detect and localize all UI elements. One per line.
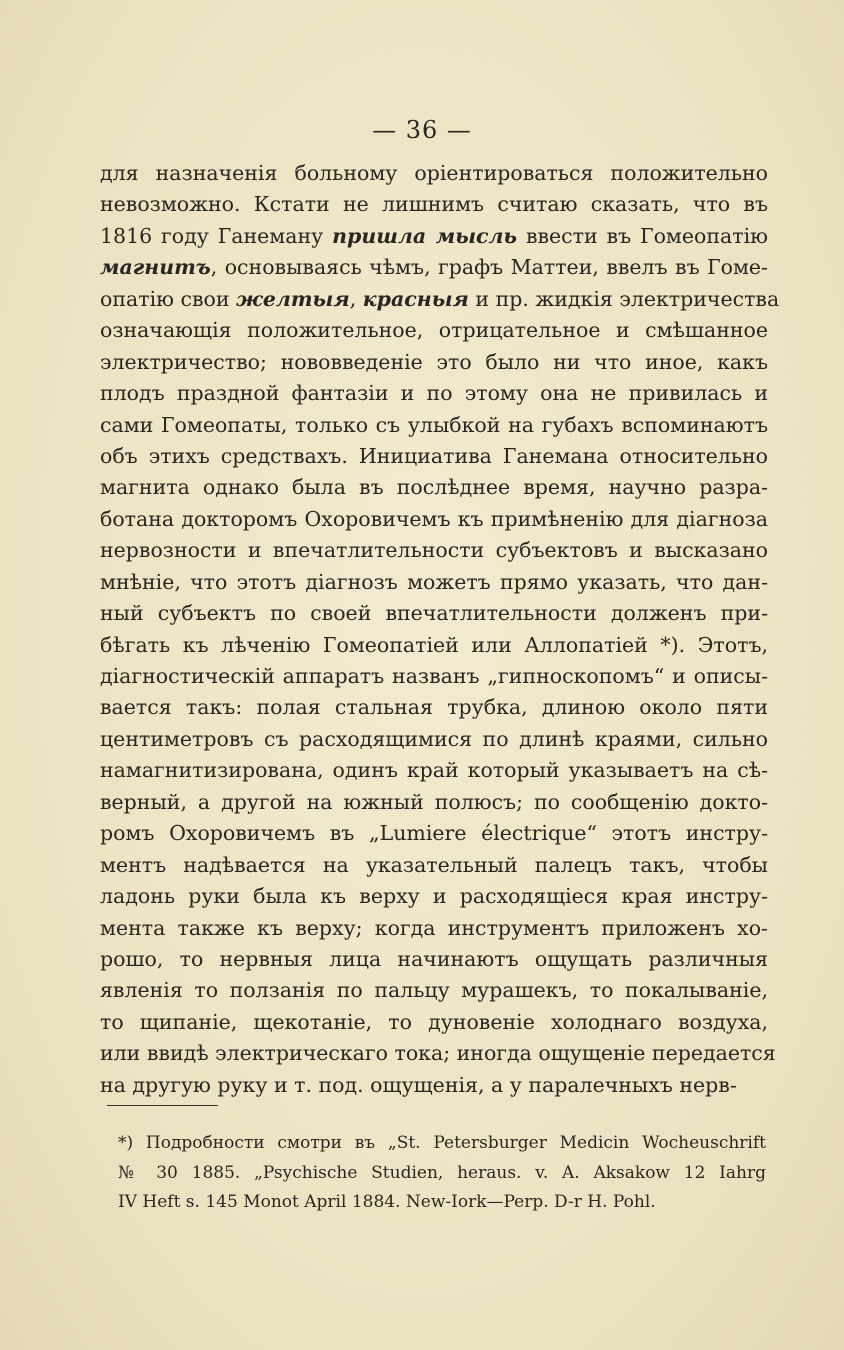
- text-line: означающія положительное, отрицательное и смѣшанное: [100, 318, 768, 343]
- text-line: [100, 221, 768, 252]
- footnote-line: *) Подробности смотри въ „St. Petersburger Medicin Wocheuschrift: [118, 1133, 766, 1153]
- text-line: объ этихъ средствахъ. Инициатива Ганемана относительно: [100, 443, 768, 468]
- text-line: то щипаніе, щекотаніе, то дуновеніе холоднаго воздуха,: [100, 1009, 768, 1034]
- page-number: — 36 —: [372, 116, 472, 144]
- footnote: [118, 1129, 766, 1218]
- emphasis: магнитъ: [100, 255, 211, 280]
- text-line: ный субъектъ по своей впечатлительности долженъ при-: [100, 601, 768, 626]
- text-line: электричество; нововведеніе это было ни что иное, какъ: [100, 349, 768, 374]
- text-fragment: ,: [349, 286, 363, 311]
- footnote-divider: [107, 1105, 218, 1106]
- text-line: для назначенія больному оріентироваться положительно: [100, 161, 768, 185]
- text-line: ромъ Охоровичемъ въ „Lumiere électrique“ этотъ инстру-: [100, 821, 768, 846]
- emphasis: красныя: [362, 286, 469, 311]
- text-line: или ввидѣ электрическаго тока; иногда ощущеніе передается: [100, 1041, 776, 1066]
- body-text: [100, 158, 780, 1101]
- text-line: сами Гомеопаты, только съ улыбкой на губахъ вспоминаютъ: [100, 412, 768, 437]
- text-line: [100, 284, 780, 315]
- text-line: мента также къ верху; когда инструментъ приложенъ хо-: [100, 915, 768, 940]
- text-fragment: и пр. жидкія электричества: [468, 286, 780, 311]
- emphasis: желтыя: [236, 286, 350, 311]
- text-line: нервозности и впечатлительности субъектовъ и высказано: [100, 538, 768, 563]
- text-line: [100, 252, 768, 283]
- text-line: намагнитизирована, одинъ край который указываетъ на сѣ-: [100, 758, 768, 783]
- emphasis: пришла мысль: [332, 223, 518, 248]
- text-line: діагностическій аппаратъ названъ „гипноскопомъ“ и описы-: [100, 664, 768, 688]
- text-fragment: опатію свои: [100, 286, 237, 311]
- text-line: вается такъ: полая стальная трубка, длиною около пяти: [100, 695, 768, 720]
- text-line: ментъ надѣвается на указательный палецъ такъ, чтобы: [100, 852, 768, 877]
- footnote-line: IV Heft s. 145 Monot April 1884. New-Iork—Perp. D-r H. Pohl.: [118, 1192, 656, 1212]
- text-line: верный, а другой на южный полюсъ; по сообщенію докто-: [100, 789, 768, 814]
- text-fragment: 1816 году Ганеману: [100, 223, 333, 248]
- text-line: магнита однако была въ послѣднее время, научно разра-: [100, 475, 768, 500]
- text-fragment: , основываясь чѣмъ, графъ Маттеи, ввелъ въ Гоме-: [210, 255, 768, 280]
- footnote-line: № 30 1885. „Psychische Studien, heraus. v. A. Aksakow 12 Iahrg: [118, 1162, 766, 1183]
- text-line: ботана докторомъ Охоровичемъ къ примѣненію для діагноза: [100, 506, 768, 531]
- text-line: плодъ праздной фантазіи и по этому она не привилась и: [100, 381, 768, 406]
- text-fragment: ввести въ Гомеопатію: [525, 223, 768, 248]
- text-line: ладонь руки была къ верху и расходящіеся края инстру-: [100, 884, 768, 909]
- text-line: центиметровъ съ расходящимися по длинѣ краями, сильно: [100, 726, 768, 751]
- text-line: бѣгать къ лѣченію Гомеопатіей или Аллопатіей *). Этотъ,: [100, 632, 768, 657]
- text-line: рошо, то нервныя лица начинаютъ ощущать различныя: [100, 946, 768, 971]
- text-line: явленія то ползанія по пальцу мурашекъ, то покалываніе,: [100, 978, 768, 1003]
- text-line: мнѣніе, что этотъ діагнозъ можетъ прямо указать, что дан-: [100, 569, 768, 594]
- text-line: невозможно. Кстати не лишнимъ считаю сказать, что въ: [100, 192, 768, 217]
- text-line: на другую руку и т. под. ощущенія, а у паралечныхъ нерв-: [100, 1072, 737, 1097]
